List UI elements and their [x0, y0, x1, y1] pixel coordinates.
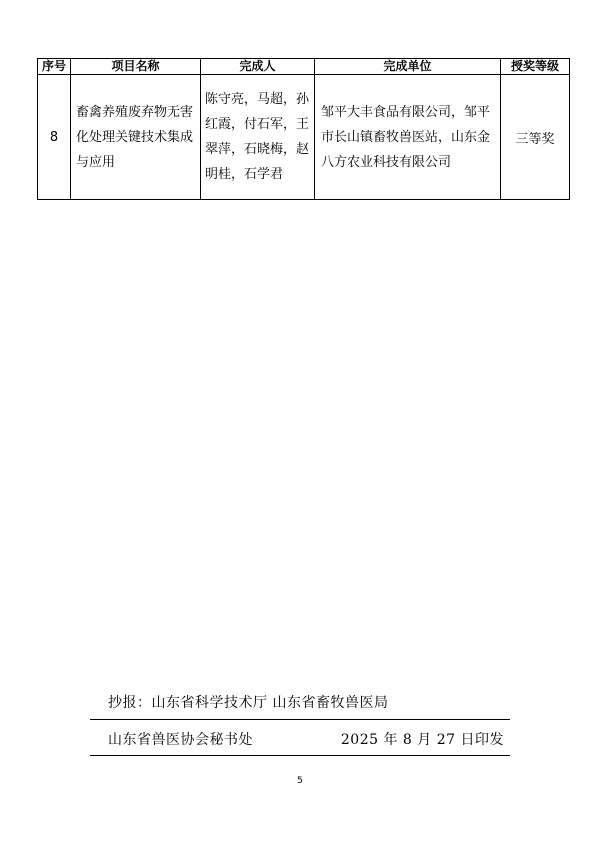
award-table	[37, 58, 570, 200]
header-level: 授奖等级	[501, 59, 570, 75]
page-number: 5	[297, 776, 303, 786]
issuing-office: 山东省兽医协会秘书处	[108, 732, 253, 748]
footer-divider-top	[90, 719, 510, 720]
row-level: 三等奖	[501, 75, 570, 200]
row-units: 邹平大丰食品有限公司，邹平市长山镇畜牧兽医站，山东金八方农业科技有限公司	[315, 75, 501, 200]
cc-recipients: 抄报：山东省科学技术厅 山东省畜牧兽医局	[108, 695, 389, 711]
header-units: 完成单位	[315, 59, 501, 75]
row-no: 8	[38, 75, 71, 200]
issue-date: 2025 年 8 月 27 日印发	[340, 732, 504, 748]
header-people: 完成人	[201, 59, 315, 75]
table-row	[38, 75, 570, 200]
header-project: 项目名称	[71, 59, 201, 75]
row-project: 畜禽养殖废弃物无害化处理关键技术集成与应用	[71, 75, 201, 200]
header-no: 序号	[38, 59, 71, 75]
table-header-row	[38, 59, 570, 75]
footer-divider-bottom	[90, 755, 510, 756]
row-people: 陈守亮，马超，孙红霞，付石军，王翠萍，石晓梅，赵明桂，石学君	[201, 75, 315, 200]
